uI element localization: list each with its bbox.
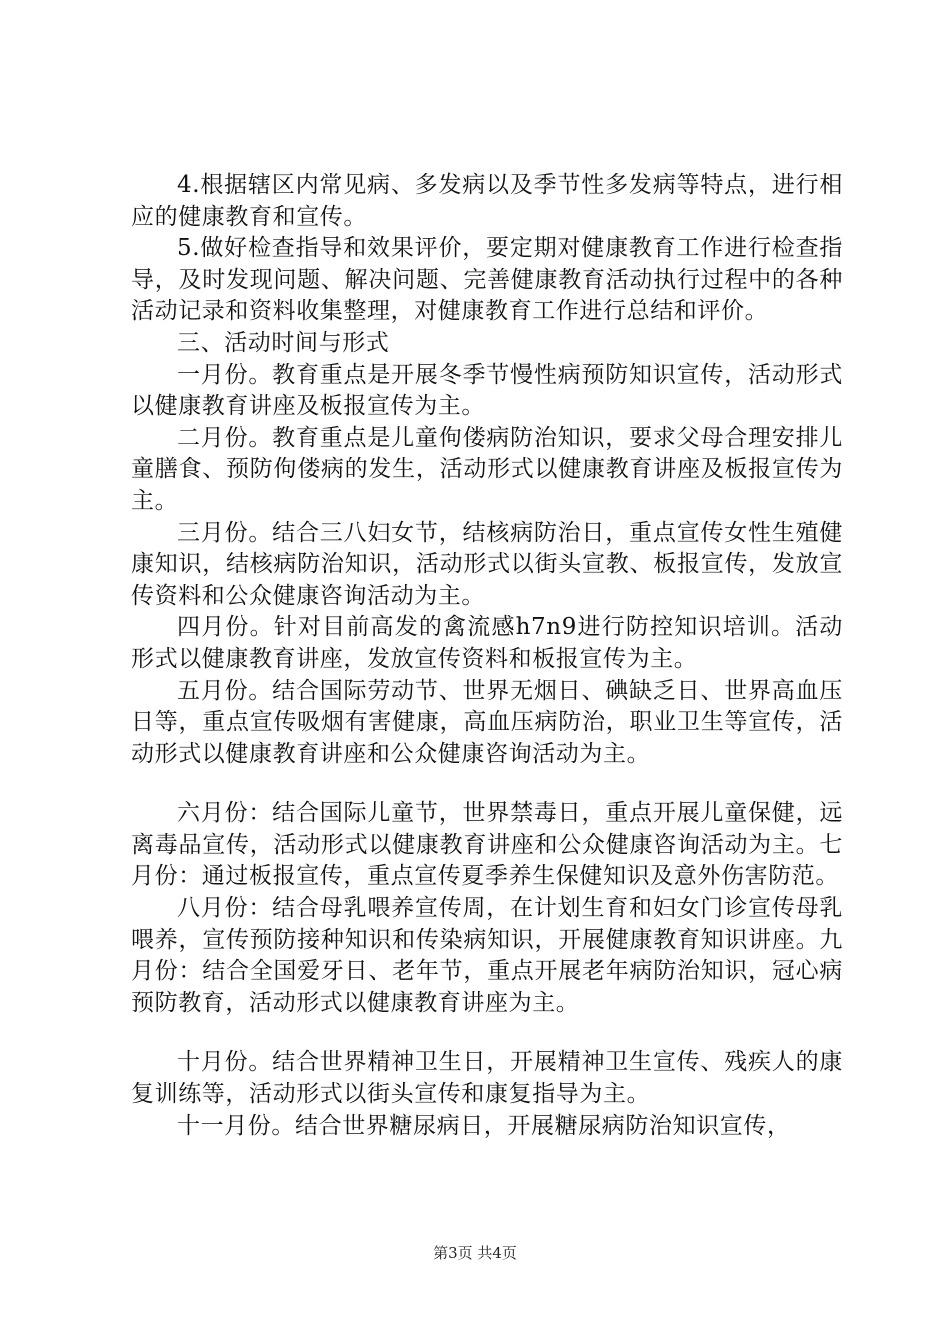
paragraph-october: 十月份。结合世界精神卫生日，开展精神卫生宣传、残疾人的康复训练等，活动形式以街头宣传和康复指导为主。	[131, 1049, 843, 1108]
paragraph-item-5: 5.做好检查指导和效果评价，要定期对健康教育工作进行检查指导，及时发现问题、解决问题、完善健康教育活动执行过程中的各种活动记录和资料收集整理，对健康教育工作进行总结和评价。	[131, 235, 843, 325]
paragraph-february: 二月份。教育重点是儿童佝偻病防治知识，要求父母合理安排儿童膳食、预防佝偻病的发生，活动形式以健康教育讲座及板报宣传为主。	[131, 424, 843, 514]
section-heading: 三、活动时间与形式	[177, 329, 390, 356]
paragraph-item-4: 4.根据辖区内常见病、多发病以及季节性多发病等特点，进行相应的健康教育和宣传。	[131, 172, 843, 230]
paragraph-april: 四月份。针对目前高发的禽流感h7n9进行防控知识培训。活动形式以健康教育讲座，发放宣传资料和板报宣传为主。	[131, 614, 843, 672]
paragraph-june-july: 六月份：结合国际儿童节，世界禁毒日，重点开展儿童保健，远离毒品宣传，活动形式以健康教育讲座和公众健康咨询活动为主。七月份：通过板报宣传，重点宣传夏季养生保健知识及意外伤害防范。	[131, 800, 843, 890]
paragraph-august-september: 八月份：结合母乳喂养宣传周，在计划生育和妇女门诊宣传母乳喂养，宣传预防接种知识和传染病知识，开展健康教育知识讲座。九月份：结合全国爱牙日、老年节，重点开展老年病防治知识，冠心病预防教育，活动形式以健康教育讲座为主。	[131, 895, 843, 1016]
paragraph-november: 十一月份。结合世界糖尿病日，开展糖尿病防治知识宣传，	[177, 1112, 791, 1139]
paragraph-january: 一月份。教育重点是开展冬季节慢性病预防知识宣传，活动形式以健康教育讲座及板报宣传为主。	[131, 361, 843, 420]
document-body	[131, 170, 843, 1142]
paragraph-march: 三月份。结合三八妇女节，结核病防治日，重点宣传女性生殖健康知识，结核病防治知识，活动形式以街头宣教、板报宣传，发放宣传资料和公众健康咨询活动为主。	[131, 519, 843, 609]
page-number: 第3页 共4页	[433, 1244, 517, 1262]
paragraph-may: 五月份。结合国际劳动节、世界无烟日、碘缺乏日、世界高血压日等，重点宣传吸烟有害健康，高血压病防治，职业卫生等宣传，活动形式以健康教育讲座和公众健康咨询活动为主。	[131, 677, 843, 767]
